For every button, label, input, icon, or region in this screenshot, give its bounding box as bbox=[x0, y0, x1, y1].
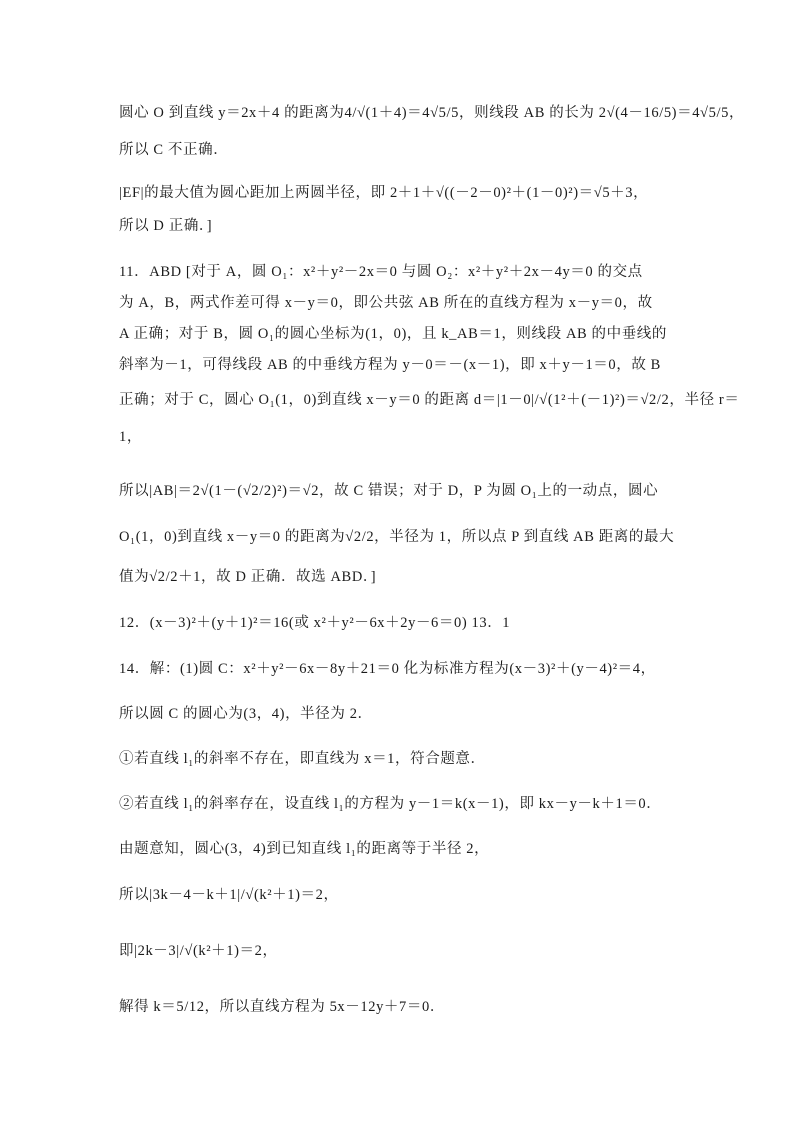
text-line: 斜率为－1，可得线段 AB 的中垂线方程为 y－0＝－(x－1)，即 x＋y－1＝0，故 B bbox=[119, 357, 661, 373]
text-line: 11．ABD [对于 A，圆 O₁：x²＋y²－2x＝0 与圆 O₂：x²＋y²＋2x－4y＝0 的交点 bbox=[119, 264, 643, 280]
text-line: 1， bbox=[119, 429, 142, 445]
text-line: 值为√2/2＋1，故 D 正确．故选 ABD．] bbox=[119, 569, 377, 585]
text-line: 解得 k＝5/12，所以直线方程为 5x－12y＋7＝0． bbox=[119, 999, 445, 1015]
text-line: 为 A，B，两式作差可得 x－y＝0，即公共弦 AB 所在的直线方程为 x－y＝0，故 bbox=[119, 295, 653, 311]
text-line: 所以|AB|＝2√(1－(√2/2)²)＝√2，故 C 错误；对于 D，P 为圆 O₁上的一动点，圆心 bbox=[119, 483, 659, 499]
text-line: ②若直线 l₁的斜率存在，设直线 l₁的方程为 y－1＝k(x－1)，即 kx－y－k＋1＝0． bbox=[119, 796, 662, 812]
text-line: ①若直线 l₁的斜率不存在，即直线为 x＝1，符合题意． bbox=[119, 751, 486, 767]
text-line: 所以|3k－4－k＋1|/√(k²＋1)＝2， bbox=[119, 887, 339, 903]
text-line: 所以圆 C 的圆心为(3，4)，半径为 2． bbox=[119, 706, 373, 722]
text-line: 即|2k－3|/√(k²＋1)＝2， bbox=[119, 943, 278, 959]
text-line: O₁(1，0)到直线 x－y＝0 的距离为√2/2，半径为 1，所以点 P 到直线 AB 距离的最大 bbox=[119, 529, 675, 545]
text-line: |EF|的最大值为圆心距加上两圆半径，即 2＋1＋√((－2－0)²＋(1－0)²)＝√5＋3， bbox=[119, 185, 649, 201]
text-line: 圆心 O 到直线 y＝2x＋4 的距离为4/√(1＋4)＝4√5/5，则线段 AB 的长为 2√(4－16/5)＝4√5/5， bbox=[119, 105, 745, 121]
text-line: 12．(x－3)²＋(y＋1)²＝16(或 x²＋y²－6x＋2y－6＝0) 13．1 bbox=[119, 615, 511, 631]
text-line: 所以 C 不正确． bbox=[119, 142, 229, 158]
text-line: 14．解：(1)圆 C：x²＋y²－6x－8y＋21＝0 化为标准方程为(x－3)²＋(y－4)²＝4， bbox=[119, 661, 656, 677]
text-line: A 正确；对于 B，圆 O₁的圆心坐标为(1，0)，且 k_AB＝1，则线段 AB 的中垂线的 bbox=[119, 326, 668, 342]
text-line: 由题意知，圆心(3，4)到已知直线 l₁的距离等于半径 2， bbox=[119, 841, 490, 857]
text-line: 正确；对于 C，圆心 O₁(1，0)到直线 x－y＝0 的距离 d＝|1－0|/√(1²＋(－1)²)＝√2/2，半径 r＝ bbox=[119, 392, 740, 408]
text-line: 所以 D 正确．] bbox=[119, 218, 213, 234]
